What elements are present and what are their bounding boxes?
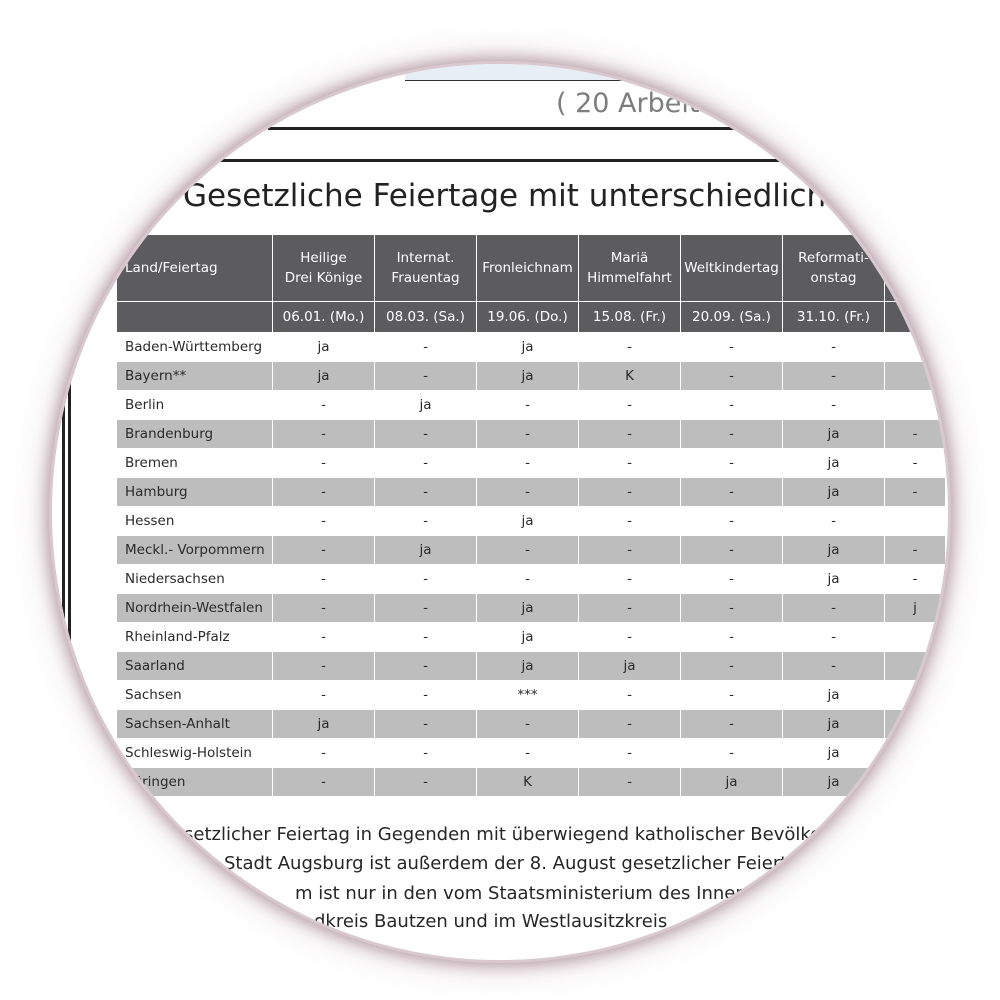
holiday-cell: -	[579, 449, 681, 478]
header-reformationstag: Reformati- onstag	[783, 235, 885, 302]
holiday-cell: -	[273, 391, 375, 420]
holiday-cell: -	[885, 536, 946, 565]
holiday-cell: -	[273, 565, 375, 594]
holiday-cell: ja	[477, 362, 579, 391]
holiday-cell: -	[681, 333, 783, 362]
footnote-line: dkreis Bautzen und im Westlausitzkreis	[314, 911, 668, 932]
holiday-cell: -	[579, 420, 681, 449]
holiday-cell: -	[681, 565, 783, 594]
table-row	[117, 391, 946, 420]
land-name: Bremen	[117, 449, 273, 478]
land-name: Meckl.- Vorpommern	[117, 536, 273, 565]
holiday-cell: ja	[783, 449, 885, 478]
left-border-line	[68, 330, 71, 750]
holiday-cell: -	[375, 333, 477, 362]
holiday-cell: -	[477, 739, 579, 768]
holiday-cell: -	[273, 594, 375, 623]
holiday-cell: -	[783, 391, 885, 420]
holiday-cell: K	[477, 768, 579, 797]
land-name: Hamburg	[117, 478, 273, 507]
holiday-cell: -	[579, 507, 681, 536]
header-heilige-drei-koenige: Heilige Drei Könige	[273, 235, 375, 302]
holiday-cell: K	[579, 362, 681, 391]
holiday-cell: -	[681, 507, 783, 536]
holiday-cell: j	[885, 594, 946, 623]
holiday-cell: -	[375, 652, 477, 681]
holiday-cell: -	[885, 478, 946, 507]
header-mariae-himmelfahrt: Mariä Himmelfahrt	[579, 235, 681, 302]
holiday-cell	[885, 768, 946, 797]
table-row	[117, 710, 946, 739]
holiday-cell: -	[885, 565, 946, 594]
left-border-line	[62, 330, 65, 750]
holiday-cell: -	[477, 391, 579, 420]
holiday-cell: -	[783, 594, 885, 623]
table-header-row	[117, 235, 946, 302]
holiday-cell: -	[477, 536, 579, 565]
holiday-cell: ja	[783, 681, 885, 710]
holiday-cell: -	[681, 391, 783, 420]
holiday-cell: -	[273, 623, 375, 652]
holiday-cell: -	[273, 768, 375, 797]
header-frauentag: Internat. Frauentag	[375, 235, 477, 302]
holiday-cell: -	[375, 768, 477, 797]
holiday-cell: ja	[477, 507, 579, 536]
date-cell: 15.08. (Fr.)	[579, 302, 681, 333]
holiday-cell: -	[783, 623, 885, 652]
holiday-cell: -	[579, 681, 681, 710]
land-name: Sachsen	[117, 681, 273, 710]
holiday-cell: -	[783, 333, 885, 362]
document-page	[52, 64, 948, 960]
holiday-cell: ja	[477, 623, 579, 652]
holiday-cell: ja	[375, 391, 477, 420]
holiday-cell: -	[579, 768, 681, 797]
holiday-cell: -	[681, 681, 783, 710]
holiday-cell: -	[477, 478, 579, 507]
holiday-cell: -	[477, 449, 579, 478]
holiday-cell: -	[375, 420, 477, 449]
date-cell: 20.09. (Sa.)	[681, 302, 783, 333]
holiday-cell: -	[579, 710, 681, 739]
holiday-cell	[885, 507, 946, 536]
holiday-cell: -	[579, 333, 681, 362]
holiday-cell: -	[375, 623, 477, 652]
date-cell: 19.06. (Do.)	[477, 302, 579, 333]
holiday-cell	[885, 681, 946, 710]
top-cell-bar	[405, 64, 735, 81]
table-date-row	[117, 302, 946, 333]
land-name: Nordrhein-Westfalen	[117, 594, 273, 623]
holiday-cell	[885, 710, 946, 739]
table-row	[117, 507, 946, 536]
holiday-cell: -	[579, 594, 681, 623]
holiday-cell: -	[579, 623, 681, 652]
holiday-cell: -	[783, 652, 885, 681]
table-row	[117, 681, 946, 710]
holiday-cell: ja	[783, 420, 885, 449]
holiday-cell: ja	[783, 739, 885, 768]
holiday-cell	[885, 391, 946, 420]
holiday-cell: -	[579, 478, 681, 507]
holiday-cell: -	[375, 739, 477, 768]
holiday-cell: ja	[477, 594, 579, 623]
holiday-cell: -	[681, 739, 783, 768]
land-name: Berlin	[117, 391, 273, 420]
holiday-cell: ja	[477, 652, 579, 681]
holiday-cell: -	[681, 536, 783, 565]
holiday-cell: -	[681, 652, 783, 681]
footnote-line: setzlicher Feiertag in Gegenden mit überwiegend katholischer Bevölke	[184, 824, 822, 845]
divider-line	[268, 127, 828, 130]
holiday-cell: -	[681, 594, 783, 623]
holiday-cell: ja	[783, 768, 885, 797]
holiday-cell: -	[477, 565, 579, 594]
table-row	[117, 333, 946, 362]
holiday-cell: -	[375, 594, 477, 623]
date-cell: 08.03. (Sa.)	[375, 302, 477, 333]
holiday-cell: -	[375, 507, 477, 536]
table-row	[117, 478, 946, 507]
holiday-cell: ja	[783, 710, 885, 739]
holiday-cell: -	[681, 362, 783, 391]
date-cell: (	[885, 302, 946, 333]
holiday-cell: -	[885, 449, 946, 478]
holiday-table	[116, 234, 946, 797]
holiday-cell: -	[681, 420, 783, 449]
section-title: Gesetzliche Feiertage mit unterschiedliche	[183, 178, 846, 214]
magnifier-lens	[52, 64, 948, 960]
holiday-cell: -	[273, 681, 375, 710]
land-name: Sachsen-Anhalt	[117, 710, 273, 739]
holiday-cell: -	[681, 710, 783, 739]
land-name: Rheinland-Pfalz	[117, 623, 273, 652]
divider-line	[212, 159, 832, 162]
holiday-cell: -	[375, 710, 477, 739]
holiday-cell: -	[579, 565, 681, 594]
holiday-cell: -	[681, 478, 783, 507]
header-land: Land/Feiertag	[117, 235, 273, 302]
date-cell: 31.10. (Fr.)	[783, 302, 885, 333]
holiday-cell: ja	[783, 536, 885, 565]
land-name: Baden-Württemberg	[117, 333, 273, 362]
header-partial-column	[885, 235, 946, 302]
holiday-cell: -	[579, 391, 681, 420]
holiday-cell: -	[681, 449, 783, 478]
holiday-cell: ja	[783, 565, 885, 594]
footnote-line: Stadt Augsburg ist außerdem der 8. August gesetzlicher Feierta	[224, 853, 799, 874]
table-row	[117, 652, 946, 681]
holiday-cell: ja	[273, 333, 375, 362]
table-row	[117, 594, 946, 623]
holiday-cell: ja	[783, 478, 885, 507]
holiday-cell: -	[477, 420, 579, 449]
footnote-line: m ist nur in den vom Staatsministerium des Innerer	[295, 883, 761, 904]
holiday-cell: ***	[477, 681, 579, 710]
holiday-cell: ja	[681, 768, 783, 797]
table-row	[117, 362, 946, 391]
holiday-cell: -	[375, 449, 477, 478]
table-row	[117, 449, 946, 478]
holiday-cell	[885, 652, 946, 681]
holiday-cell	[885, 333, 946, 362]
workdays-count: ( 20 Arbeit	[556, 88, 700, 119]
table-row	[117, 565, 946, 594]
header-fronleichnam: Fronleichnam	[477, 235, 579, 302]
holiday-cell: -	[273, 507, 375, 536]
holiday-cell	[885, 739, 946, 768]
holiday-cell: -	[273, 739, 375, 768]
holiday-cell: ja	[579, 652, 681, 681]
table-row	[117, 623, 946, 652]
holiday-cell: -	[783, 362, 885, 391]
land-name: Saarland	[117, 652, 273, 681]
holiday-cell: -	[579, 536, 681, 565]
holiday-cell: -	[273, 449, 375, 478]
holiday-cell: -	[375, 478, 477, 507]
land-name: Niedersachsen	[117, 565, 273, 594]
table-row	[117, 768, 946, 797]
holiday-cell: -	[579, 739, 681, 768]
holiday-cell: -	[885, 420, 946, 449]
land-name: Bayern**	[117, 362, 273, 391]
holiday-cell: ja	[273, 362, 375, 391]
holiday-cell	[885, 623, 946, 652]
holiday-cell: -	[273, 652, 375, 681]
holiday-cell: -	[375, 681, 477, 710]
table-row	[117, 420, 946, 449]
holiday-cell: -	[273, 478, 375, 507]
holiday-cell: -	[681, 623, 783, 652]
holiday-cell	[885, 362, 946, 391]
holiday-cell: -	[783, 507, 885, 536]
land-name: hüringen	[117, 768, 273, 797]
date-cell: 06.01. (Mo.)	[273, 302, 375, 333]
table-body	[117, 333, 946, 797]
header-weltkindertag: Weltkindertag	[681, 235, 783, 302]
holiday-cell: ja	[375, 536, 477, 565]
holiday-cell: -	[375, 362, 477, 391]
holiday-cell: -	[375, 565, 477, 594]
table-row	[117, 739, 946, 768]
land-name: Brandenburg	[117, 420, 273, 449]
land-name: Hessen	[117, 507, 273, 536]
date-cell-empty	[117, 302, 273, 333]
holiday-cell: -	[273, 536, 375, 565]
holiday-cell: ja	[273, 710, 375, 739]
holiday-cell: -	[477, 710, 579, 739]
holiday-cell: ja	[477, 333, 579, 362]
holiday-cell: -	[273, 420, 375, 449]
land-name: Schleswig-Holstein	[117, 739, 273, 768]
table-row	[117, 536, 946, 565]
